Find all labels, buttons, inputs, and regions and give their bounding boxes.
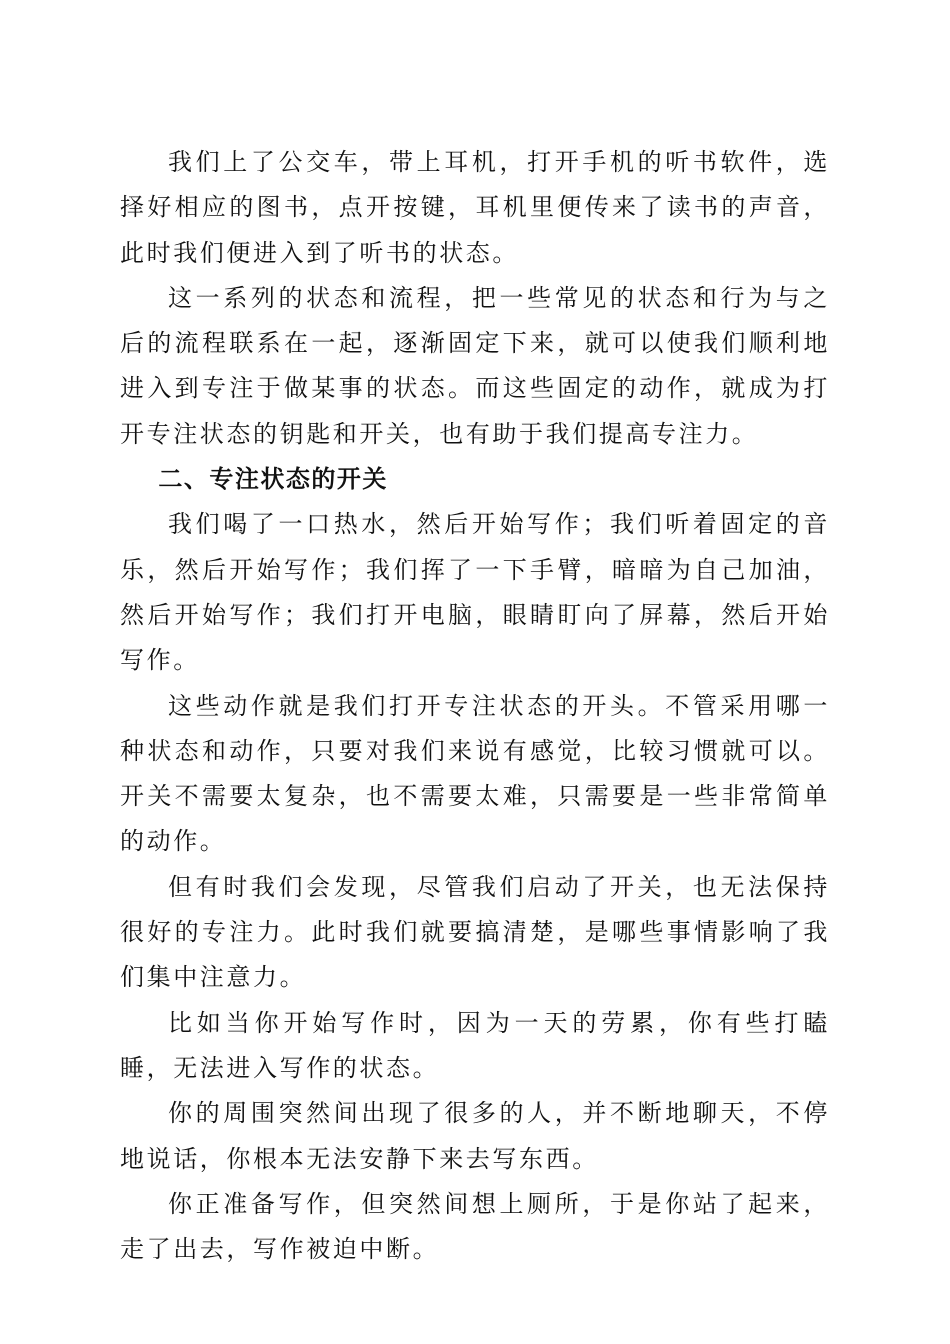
paragraph-noise: 你的周围突然间出现了很多的人，并不断地聊天，不停地说话，你根本无法安静下来去写东西。	[120, 1099, 830, 1173]
paragraph-writing-examples: 我们喝了一口热水，然后开始写作；我们听着固定的音乐，然后开始写作；我们挥了一下手臂，暗暗为自己加油，然后开始写作；我们打开电脑，眼睛盯向了屏幕，然后开始写作。	[120, 510, 830, 675]
paragraph-interruption: 你正准备写作，但突然间想上厕所，于是你站了起来，走了出去，写作被迫中断。	[120, 1189, 830, 1264]
paragraph-bus-audiobook: 我们上了公交车，带上耳机，打开手机的听书软件，选择好相应的图书，点开按键，耳机里便传来了读书的声音，此时我们便进入到了听书的状态。	[120, 148, 830, 267]
paragraph-distractions-intro: 但有时我们会发现，尽管我们启动了开关，也无法保持很好的专注力。此时我们就要搞清楚，是哪些事情影响了我们集中注意力。	[120, 872, 830, 992]
section-heading: 二、专注状态的开关	[158, 465, 388, 494]
paragraph-switch-actions: 这些动作就是我们打开专注状态的开头。不管采用哪一种状态和动作，只要对我们来说有感觉，比较习惯就可以。开关不需要太复杂，也不需要太难，只需要是一些非常简单的动作。	[120, 691, 830, 856]
paragraph-routine-flow: 这一系列的状态和流程，把一些常见的状态和行为与之后的流程联系在一起，逐渐固定下来，就可以使我们顺利地进入到专注于做某事的状态。而这些固定的动作，就成为打开专注状态的钥匙和开关，也有助于我们提高专注力。	[120, 283, 830, 448]
paragraph-tiredness: 比如当你开始写作时，因为一天的劳累，你有些打瞌睡，无法进入写作的状态。	[120, 1008, 830, 1082]
document-body	[120, 140, 830, 1272]
